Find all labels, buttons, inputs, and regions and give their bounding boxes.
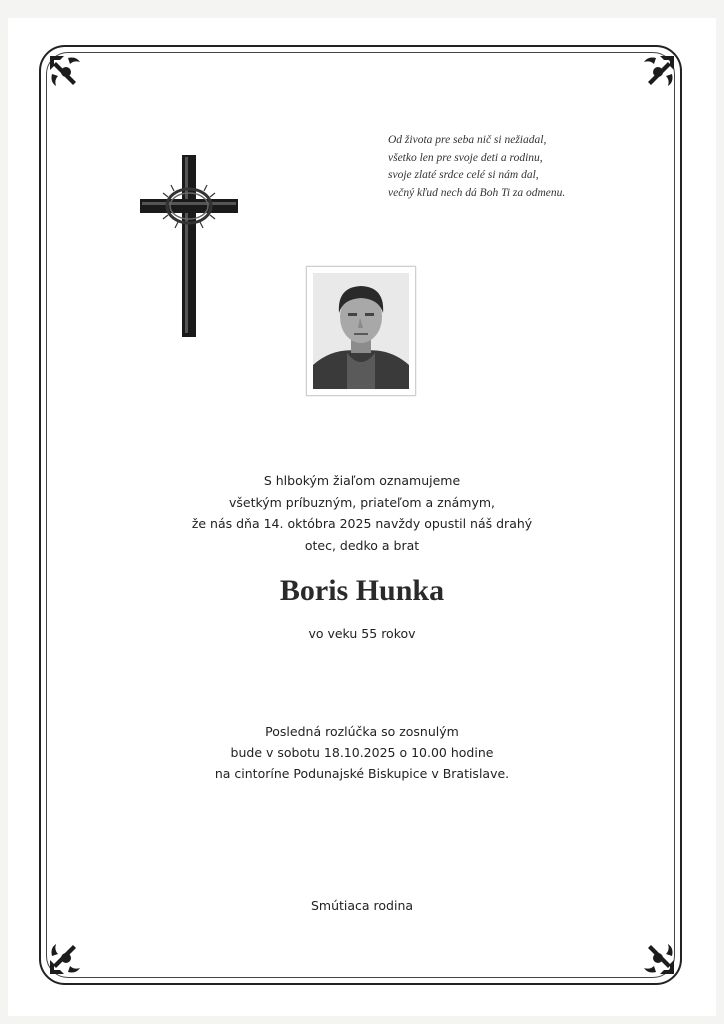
poem-line: večný kľud nech dá Boh Ti za odmenu. [388, 186, 566, 199]
ornamental-corner-icon [634, 934, 678, 978]
portrait-photo [306, 266, 416, 396]
announcement-text [140, 470, 584, 556]
funeral-line: na cintoríne Podunajské Biskupice v Bratislave. [214, 766, 510, 781]
cross-with-crown-of-thorns-icon [138, 155, 240, 337]
funeral-details [140, 721, 584, 784]
ornamental-corner-icon [634, 52, 678, 96]
funeral-line: bude v sobotu 18.10.2025 o 10.00 hodine [230, 745, 494, 760]
poem-verse [388, 132, 638, 202]
poem-line: Od života pre seba nič si nežiadal, [388, 134, 547, 146]
ornamental-corner-icon [46, 934, 90, 978]
announcement-line: všetkým príbuzným, priateľom a známym, [228, 494, 496, 510]
deceased-name: Boris Hunka [279, 574, 445, 607]
deceased-age: vo veku 55 rokov [308, 626, 416, 641]
poem-line: všetko len pre svoje deti a rodinu, [388, 151, 543, 164]
ornamental-corner-icon [46, 52, 90, 96]
poem-line: svoje zlaté srdce celé si nám dal, [388, 169, 539, 181]
announcement-line: S hlbokým žiaľom oznamujeme [263, 473, 461, 488]
announcement-line: že nás dňa 14. októbra 2025 navždy opustil náš drahý [191, 516, 533, 531]
funeral-line: Posledná rozlúčka so zosnulým [265, 724, 459, 739]
announcement-line: otec, dedko a brat [304, 537, 420, 553]
family-signature: Smútiaca rodina [310, 898, 414, 913]
